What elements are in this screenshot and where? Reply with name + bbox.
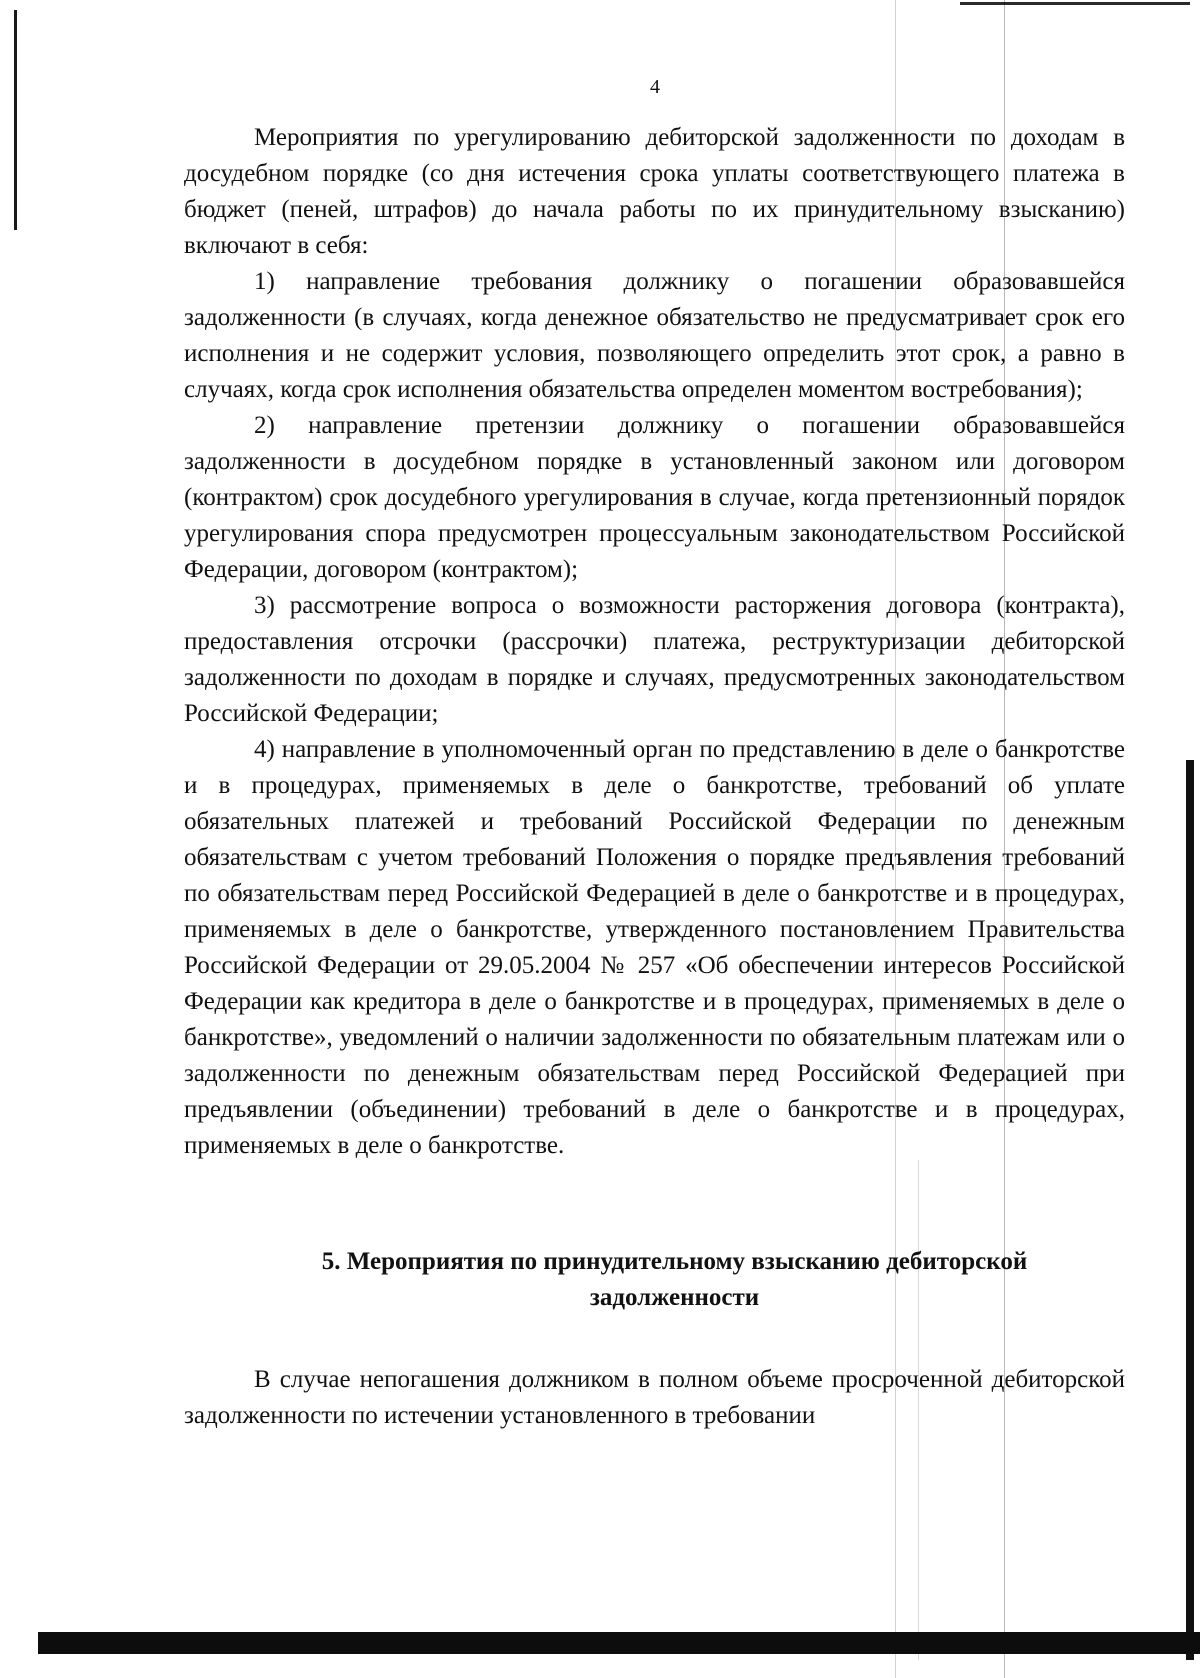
paragraph-item-2: 2) направление претензии должнику о погашении образовавшейся задолженности в досудебном порядке в установленный законом или договором (контрактом) срок досудебного урегулирования в случае, когда претензионный порядок урегулирования спора предусмотрен процессуальным законодательством Российской Федерации, договором (контрактом); [184,412,1125,583]
scan-artifact-bottom-bar [38,1632,1200,1654]
paragraph-item-1: 1) направление требования должнику о погашении образовавшейся задолженности (в случаях, когда денежное обязательство не предусматривает срок его исполнения и не содержит условия, позволяющего определить этот срок, а равно в случаях, когда срок исполнения обязательства определен моментом востребования); [184,268,1125,403]
section-heading: 5. Мероприятия по принудительному взысканию дебиторской задолженности [321,1248,1028,1311]
document-body [184,120,1125,1434]
paragraph-section-5: В случае непогашения должником в полном объеме просроченной дебиторской задолженности по истечении установленного в требовании [184,1366,1125,1429]
page-number: 4 [650,76,660,98]
scan-artifact-left-line [14,10,17,230]
paragraph-intro: Мероприятия по урегулированию дебиторской задолженности по доходам в досудебном порядке (со дня истечения срока уплаты соответствующего платежа в бюджет (пеней, штрафов) до начала работы по их принудительному взысканию) включают в себя: [184,124,1125,259]
paragraph-item-4: 4) направление в уполномоченный орган по представлению в деле о банкротстве и в процедурах, применяемых в деле о банкротстве, требований об уплате обязательных платежей и требований Российской Федерации по денежным обязательствам с учетом требований Положения о порядке предъявления требований по обязательствам перед Российской Федерацией в деле о банкротстве и в процедурах, применяемых в деле о банкротстве, утвержденного постановлением Правительства Российской Федерации от 29.05.2004 № 257 «Об обеспечении интересов Российской Федерации как кредитора в деле о банкротстве и в процедурах, применяемых в деле о банкротстве», уведомлений о наличии задолженности по обязательным платежам или о задолженности по денежным обязательствам перед Российской Федерацией при предъявлении (объединении) требований в деле о банкротстве и в процедурах, применяемых в деле о банкротстве. [184,736,1125,1159]
paragraph-item-3: 3) рассмотрение вопроса о возможности расторжения договора (контракта), предоставления отсрочки (рассрочки) платежа, реструктуризации дебиторской задолженности по доходам в порядке и случаях, предусмотренных законодательством Российской Федерации; [184,592,1125,727]
scan-artifact-right-edge [1186,760,1194,1660]
scan-artifact-top-line [960,2,1190,5]
